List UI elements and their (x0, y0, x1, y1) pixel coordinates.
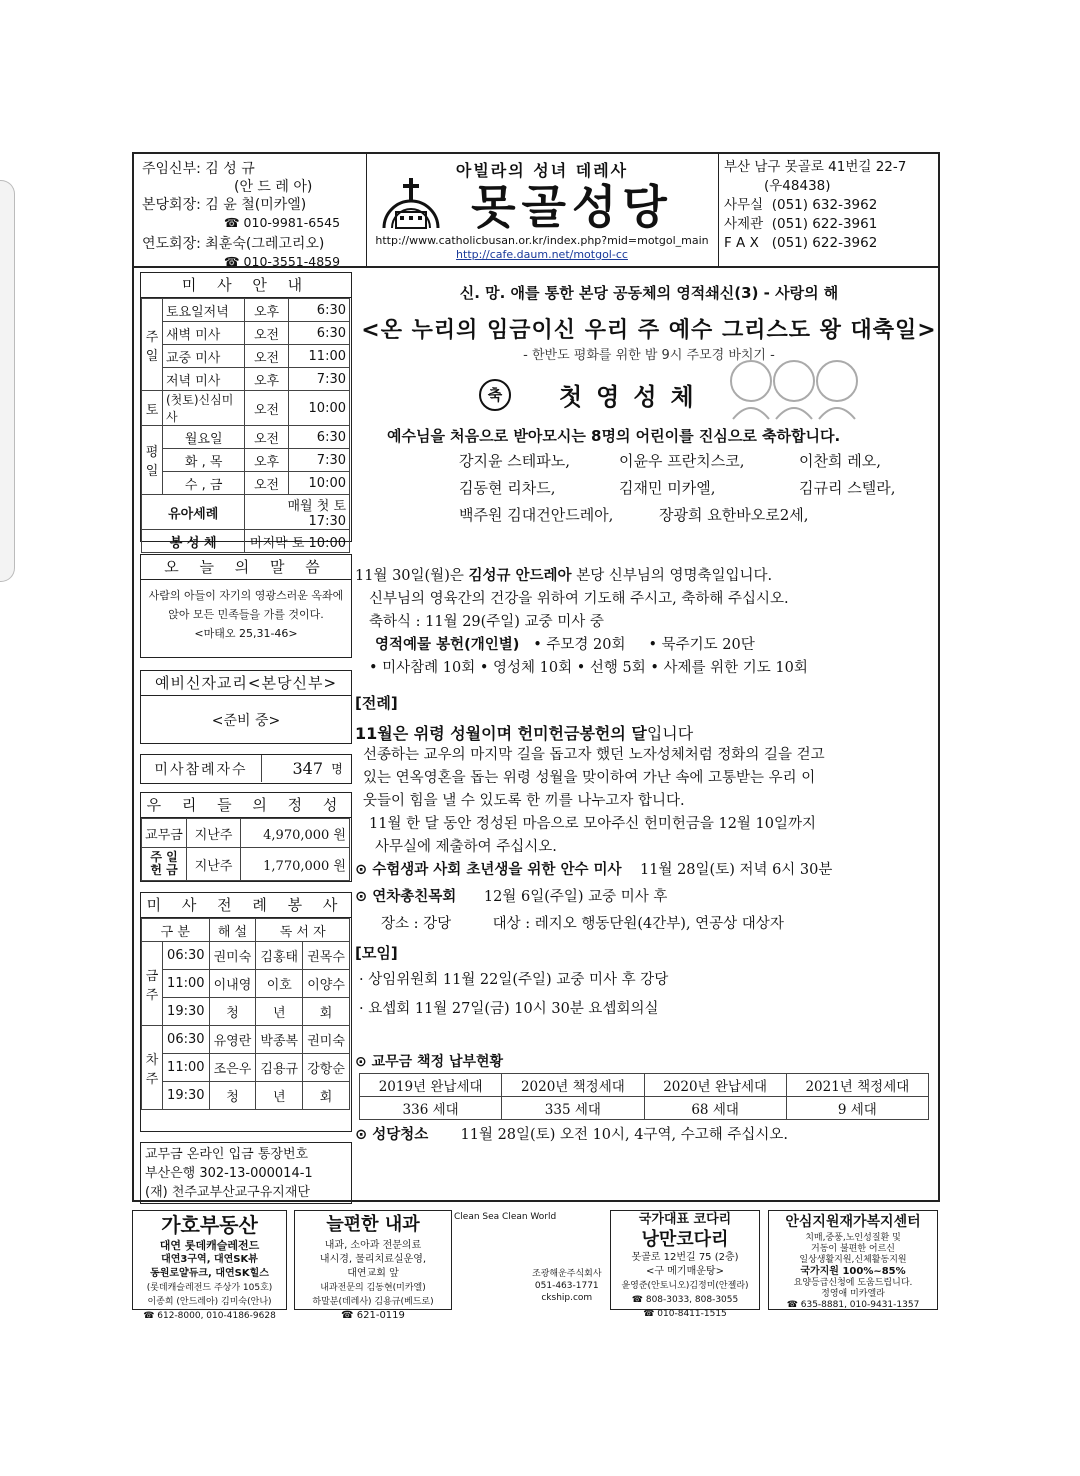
saturday-label: 토 (142, 391, 163, 426)
ad-line: 대연3구역, 대연SK뷰 (161, 1254, 258, 1265)
ad-line: 대연교회 앞 (347, 1268, 399, 1279)
feast-title: <온 누리의 임금이신 우리 주 예수 그리스도 왕 대축일> (361, 318, 937, 343)
server-name: 박종복 (256, 1026, 303, 1054)
address: 부산 남구 못골로 41번길 22-7 (724, 159, 907, 175)
ad-title: 안심지원재가복지센터 (785, 1214, 921, 1230)
feast-day-text: 축하식 : 11월 29(주일) 교중 미사 중 (369, 614, 604, 630)
infant-baptism-label: 유아세례 (142, 495, 245, 530)
staff-info (134, 154, 367, 269)
payment-header: 2021년 책정세대 (786, 1074, 928, 1097)
gathering-title: ⊙ 연차총친목회 (355, 889, 457, 905)
federation-name: 최훈숙(그레고리오) (205, 236, 325, 252)
account-owner: (재) 천주교부산교구유지재단 (145, 1185, 310, 1200)
ad-line: 치매,중풍,노인성질환 및 (805, 1233, 901, 1243)
word-reference: <마태오 25,31-46> (194, 627, 298, 640)
server-name: 권미숙 (303, 1026, 350, 1054)
spiritual-gift-items: • 미사참례 10회 • 영성체 10회 • 선행 5회 • 사제를 위한 기도 10회 (369, 660, 808, 676)
federation-phone: ☎ 010-3551-4859 (224, 254, 341, 269)
server-name: 강항순 (303, 1054, 350, 1082)
mass-ampm: 오후 (245, 449, 288, 472)
servers-header: 독 서 자 (256, 919, 350, 942)
notice-line: 있는 연옥영혼을 돕는 위령 성월을 맞이하여 가난 속에 고통받는 우리 이 (363, 770, 816, 786)
mass-ampm: 오전 (245, 345, 288, 368)
payment-value: 335 세대 (502, 1097, 644, 1120)
office-phone: (051) 632-3962 (771, 197, 878, 213)
payment-value: 9 세대 (786, 1097, 928, 1120)
ad-shipping (454, 1210, 604, 1310)
ad-line: 내과, 소아과 전문의료 (324, 1240, 422, 1251)
offering-period: 지난주 (187, 819, 241, 848)
congrats-mark: 축 (479, 379, 511, 411)
mass-time: 6:30 (288, 426, 349, 449)
attendance-unit: 명 (331, 762, 343, 776)
offering-box (140, 792, 352, 882)
president-label: 본당회장: (142, 197, 201, 213)
ad-welfare-center (768, 1210, 938, 1310)
server-name: 김용규 (256, 1054, 303, 1082)
word-line: 앉아 모든 민족들을 가를 것이다. (168, 608, 324, 621)
exam-mass-title: ⊙ 수험생과 사회 초년생을 위한 안수 미사 (355, 862, 622, 878)
server-name: 청 (209, 998, 256, 1026)
communion-sick-label: 봉 성 체 (142, 530, 245, 553)
mass-ampm: 오전 (245, 322, 288, 345)
gathering-target: 대상 : 레지오 행동단원(4간부), 연공상 대상자 (492, 916, 784, 932)
servers-header: 해 설 (209, 919, 256, 942)
ad-line: ☎ 808-3033, 808-3055 (631, 1295, 739, 1305)
ad-line: 내과전문의 김동현(미카엘) (320, 1283, 426, 1293)
mass-schedule-box (140, 272, 352, 551)
todays-word-title: 오 늘 의 말 씀 (141, 555, 351, 580)
server-name: 이호 (256, 970, 303, 998)
server-time: 19:30 (163, 1082, 210, 1110)
server-name: 회 (303, 1082, 350, 1110)
todays-word-box (140, 554, 352, 658)
ad-line: 내시경, 물리치료실운영, (319, 1254, 427, 1265)
account-title: 교무금 온라인 입금 통장번호 (145, 1147, 309, 1162)
server-name: 년 (256, 998, 303, 1026)
account-number: 부산은행 302-13-000014-1 (145, 1166, 313, 1181)
pastor-baptism: (안 드 레 아) (234, 179, 313, 195)
cafe-link[interactable]: http://cafe.daum.net/motgol-cc (456, 248, 628, 261)
infant-baptism-time: 매월 첫 토 17:30 (245, 495, 350, 530)
ad-line: 대연 롯데캐슬레전드 (159, 1239, 260, 1252)
exam-mass-time: 11월 28일(토) 저녁 6시 30분 (640, 862, 833, 878)
ad-line: 이종희 (안드레아) 김미숙(안나) (147, 1297, 272, 1307)
mass-ampm: 오후 (245, 368, 288, 391)
ad-line: 동원로얄듀크, 대연SK힐스 (150, 1268, 269, 1279)
theme-line: 신. 망. 애를 통한 본당 공동체의 영적쇄신(3) - 사랑의 해 (459, 284, 839, 302)
office-label: 사무실 (724, 197, 764, 213)
child-name: 김재민 미카엘, (619, 479, 716, 497)
ad-line: ☎ 010-8411-1515 (643, 1309, 727, 1319)
mass-time: 6:30 (288, 322, 349, 345)
mass-ampm: 오전 (245, 426, 288, 449)
parish-title-block (366, 154, 719, 266)
child-name: 강지윤 스테파노, (459, 452, 570, 470)
attendance-count: 347 (292, 759, 323, 778)
server-name: 조은우 (209, 1054, 256, 1082)
ad-line: <구 메기매운탕> (646, 1266, 724, 1277)
offering-period: 지난주 (187, 848, 241, 881)
section-liturgy: [전례] (355, 694, 398, 712)
november-title-tail: 입니다 (646, 724, 694, 743)
catechumen-body: <준비 중> (211, 713, 281, 729)
ad-line: (롯데캐슬레전드 주상가 105호) (146, 1283, 273, 1293)
mass-time: 10:00 (288, 391, 349, 426)
payment-value: 68 세대 (644, 1097, 786, 1120)
weekday-label: 평일 (142, 426, 163, 495)
mass-name: 월요일 (163, 426, 245, 449)
mass-ampm: 오전 (245, 391, 288, 426)
fax-label: F A X (724, 235, 759, 251)
ad-line: 정영애 미카엘라 (821, 1289, 885, 1299)
mass-name: 화 , 목 (163, 449, 245, 472)
mass-schedule-table (141, 298, 350, 553)
side-tab[interactable] (0, 180, 15, 582)
offering-type: 주 일 헌 금 (142, 848, 187, 881)
cleaning-text: 11월 28일(토) 오전 10시, 4구역, 수고해 주십시오. (460, 1127, 788, 1143)
payment-header: 2020년 책정세대 (502, 1074, 644, 1097)
first-communion-title: 첫영성체 (559, 383, 708, 411)
president-phone: ☎ 010-9981-6545 (224, 215, 341, 230)
child-name: 김동현 리차드, (459, 479, 556, 497)
ad-line: 하말분(데레사) 김용규(베드로) (312, 1297, 434, 1307)
ad-line: 윤영준(안토니오)김정미(안젤라) (621, 1281, 749, 1291)
offering-table (141, 818, 350, 881)
child-name: 백주원 김대건안드레아, (459, 506, 614, 524)
federation-label: 연도회장: (142, 236, 201, 252)
child-name: 이찬희 레오, (799, 452, 881, 470)
pastor-label: 주임신부: (142, 161, 201, 177)
ad-title: 국가대표 코다리 (638, 1212, 732, 1227)
mass-time: 11:00 (288, 345, 349, 368)
parish-name: 못골성당 (471, 180, 673, 234)
ad-line: ckship.com (541, 1293, 593, 1303)
offering-title: 우 리 들 의 정 성 (141, 793, 351, 818)
communion-sick-time: 마지막 토 10:00 (245, 530, 350, 553)
postal-code: (우48438) (764, 178, 831, 194)
ad-line: 국가지원 100%~85% (800, 1266, 906, 1277)
contact-info (724, 158, 939, 253)
cleaning-title: ⊙ 성당청소 (355, 1127, 429, 1143)
child-name: 이윤우 프란치스코, (619, 452, 745, 470)
next-week-label: 차주 (142, 1026, 163, 1110)
ad-line: 못골로 12번길 75 (2층) (631, 1252, 739, 1263)
ads-row (132, 1210, 940, 1321)
offering-amount: 1,770,000 원 (241, 848, 350, 881)
communion-children-list (459, 448, 939, 529)
pastor-name-bold: 김성규 안드레아 (468, 568, 572, 584)
spiritual-gift-item: • 묵주기도 20단 (648, 637, 755, 653)
feast-subtitle: - 한반도 평화를 위한 밤 9시 주모경 바치기 - (523, 348, 775, 363)
server-time: 11:00 (163, 970, 210, 998)
mass-ampm: 오전 (245, 472, 288, 495)
payment-header: 2019년 완납세대 (360, 1074, 502, 1097)
liturgy-servers-box (140, 892, 352, 1132)
communion-message: 예수님을 처음으로 받아모시는 8명의 어린이를 진심으로 축하합니다. (387, 427, 841, 445)
rectory-label: 사제관 (724, 216, 764, 232)
server-time: 19:30 (163, 998, 210, 1026)
mass-name: 교중 미사 (163, 345, 245, 368)
servers-title: 미 사 전 례 봉 사 (141, 893, 351, 918)
mass-name: 저녁 미사 (163, 368, 245, 391)
server-time: 06:30 (163, 942, 210, 970)
ad-line: 요양등급신청에 도움드립니다. (793, 1278, 913, 1288)
payment-status-table (359, 1073, 929, 1120)
feast-day-text: 11월 30일(월)은 (355, 568, 464, 584)
notice-line: 웃들이 힘을 낼 수 있도록 한 끼를 나누고자 합니다. (363, 793, 685, 809)
online-account-box (140, 1142, 352, 1204)
server-time: 06:30 (163, 1026, 210, 1054)
website-link[interactable]: http://www.catholicbusan.or.kr/index.php?mid=motgol_main (375, 234, 709, 247)
ad-line: 일상생활지원,신체활동지원 (799, 1255, 907, 1265)
bulletin-page (132, 152, 940, 1202)
server-name: 권목수 (303, 942, 350, 970)
ad-line: ☎ 621-0119 (341, 1310, 405, 1321)
mass-name: 수 , 금 (163, 472, 245, 495)
ad-line: ☎ 635-8881, 010-9431-1357 (786, 1300, 920, 1310)
ad-line: 조광해운주식회사 (532, 1269, 602, 1279)
rectory-phone: (051) 622-3961 (771, 216, 878, 232)
mass-time: 10:00 (288, 472, 349, 495)
ad-title: Clean Sea Clean World (454, 1212, 557, 1222)
ad-line: ☎ 612-8000, 010-4186-9628 (143, 1311, 276, 1321)
mass-time: 7:30 (288, 368, 349, 391)
mass-time: 6:30 (288, 299, 349, 322)
server-name: 김홍태 (256, 942, 303, 970)
server-name: 회 (303, 998, 350, 1026)
november-notice (363, 744, 939, 859)
november-title: 11월은 위령 성월이며 헌미헌금봉헌의 달 (355, 724, 647, 743)
offering-amount: 4,970,000 원 (241, 819, 350, 848)
mass-ampm: 오후 (245, 299, 288, 322)
server-time: 11:00 (163, 1054, 210, 1082)
ad-title: 늘편한 내과 (326, 1214, 420, 1235)
payment-header: 2020년 완납세대 (644, 1074, 786, 1097)
servers-table (141, 918, 350, 1110)
child-name: 김규리 스텔라, (799, 479, 896, 497)
ad-restaurant (610, 1210, 760, 1319)
children-illustration-icon (719, 353, 869, 425)
offering-type: 교무금 (142, 819, 187, 848)
server-name: 청 (209, 1082, 256, 1110)
catechumen-title: 예비신자교리<본당신부> (141, 671, 351, 696)
gathering-time: 12월 6일(주일) 교중 미사 후 (483, 889, 668, 905)
ad-line: 거동이 불편한 어르신 (811, 1244, 895, 1254)
section-meetings: [모임] (355, 944, 398, 962)
catechumen-box (140, 670, 352, 744)
church-logo-icon (380, 174, 442, 230)
meeting-line: · 상임위원회 11월 22일(주일) 교중 미사 후 강당 (359, 972, 669, 988)
mass-time: 7:30 (288, 449, 349, 472)
server-name: 이양수 (303, 970, 350, 998)
meeting-line: · 요셉회 11월 27일(금) 10시 30분 요셉회의실 (359, 1001, 659, 1017)
ad-title: 가호부동산 (161, 1213, 258, 1237)
pastor-name: 김 성 규 (205, 161, 255, 177)
server-name: 권미숙 (209, 942, 256, 970)
servers-header: 구 분 (142, 919, 210, 942)
attendance-label: 미사참례자수 (141, 755, 262, 782)
mass-schedule-title: 미 사 안 내 (141, 273, 351, 298)
parish-subtitle: 아빌라의 성녀 데레사 (455, 161, 629, 180)
mass-name: 새벽 미사 (163, 322, 245, 345)
notice-line: 11월 한 달 동안 정성된 마음으로 모아주신 헌미헌금을 12월 10일까지 (369, 816, 817, 832)
fax-phone: (051) 622-3962 (771, 235, 878, 251)
payment-value: 336 세대 (360, 1097, 502, 1120)
mass-name: (첫토)신심미사 (163, 391, 245, 426)
gathering-place: 장소 : 강당 (381, 916, 452, 932)
bulletin-header (134, 154, 938, 268)
sunday-label: 주일 (142, 299, 163, 391)
feast-day-notice (355, 565, 939, 680)
ad-line: 051-463-1771 (534, 1281, 599, 1291)
ad-clinic (294, 1210, 452, 1321)
president-name: 김 윤 철(미카엘) (205, 197, 307, 213)
ad-real-estate (132, 1210, 287, 1321)
feast-day-text: 본당 신부님의 영명축일입니다. (576, 568, 773, 584)
server-name: 유영란 (209, 1026, 256, 1054)
word-line: 사람의 아들이 자기의 영광스러운 옥좌에 (148, 589, 344, 602)
server-name: 이내영 (209, 970, 256, 998)
spiritual-gift-label: 영적예물 봉헌(개인별) (375, 637, 520, 653)
payment-status-title: ⊙ 교무금 책정 납부현황 (355, 1054, 504, 1070)
notice-line: 사무실에 제출하여 주십시오. (375, 839, 557, 855)
feast-day-text: 신부님의 영육간의 건강을 위하여 기도해 주시고, 축하해 주십시오. (369, 591, 789, 607)
child-name: 장광희 요한바오로2세, (659, 506, 809, 524)
this-week-label: 금주 (142, 942, 163, 1026)
mass-name: 토요일저녁 (163, 299, 245, 322)
server-name: 년 (256, 1082, 303, 1110)
spiritual-gift-item: • 주모경 20회 (533, 637, 626, 653)
notice-line: 선종하는 교우의 마지막 길을 돕고자 했던 노자성체처럼 정화의 길을 걷고 (363, 747, 825, 763)
main-content (355, 272, 939, 1147)
ad-subtitle: 낭만코다리 (641, 1229, 729, 1250)
attendance-box (140, 754, 352, 784)
